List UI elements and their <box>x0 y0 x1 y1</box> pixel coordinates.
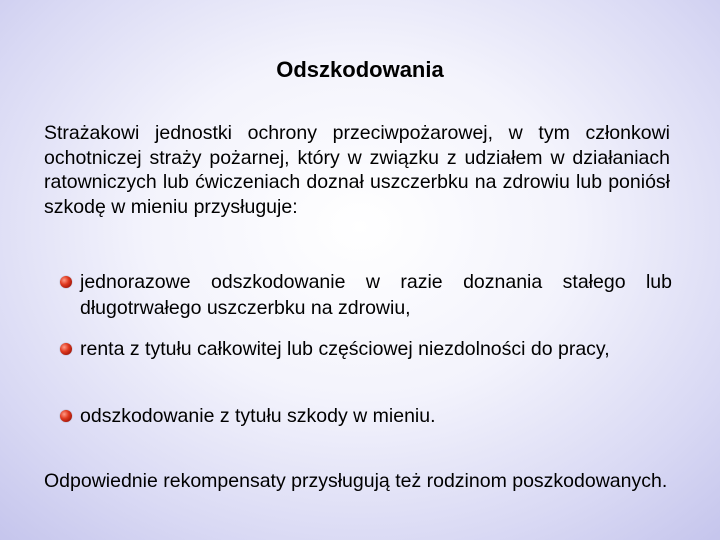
slide-title: Odszkodowania <box>276 57 444 82</box>
red-sphere-bullet-icon <box>60 410 72 422</box>
bullet-text: odszkodowanie z tytułu szkody w mieniu. <box>80 405 436 427</box>
bullet-item-lump-sum <box>60 270 672 321</box>
bullet-item-pension <box>60 337 672 363</box>
red-sphere-bullet-icon <box>60 276 72 288</box>
intro-paragraph: Strażakowi jednostki ochrony przeciwpożarowej, w tym członkowi ochotniczej straży pożarnej, który w związku z udziałem w działaniach ratowniczych lub ćwiczeniach doznał uszczerbku na zdrowiu lub poniósł szkodę w mieniu przysługuje: <box>44 122 670 218</box>
bullet-text: jednorazowe odszkodowanie w razie doznania stałego lub długotrwałego uszczerbku na zdrowiu, <box>80 271 672 319</box>
outro-paragraph: Odpowiednie rekompensaty przysługują też rodzinom poszkodowanych. <box>44 470 668 492</box>
red-sphere-bullet-icon <box>60 343 72 355</box>
bullet-item-property <box>60 404 672 430</box>
bullet-text: renta z tytułu całkowitej lub częściowej niezdolności do pracy, <box>80 338 610 360</box>
